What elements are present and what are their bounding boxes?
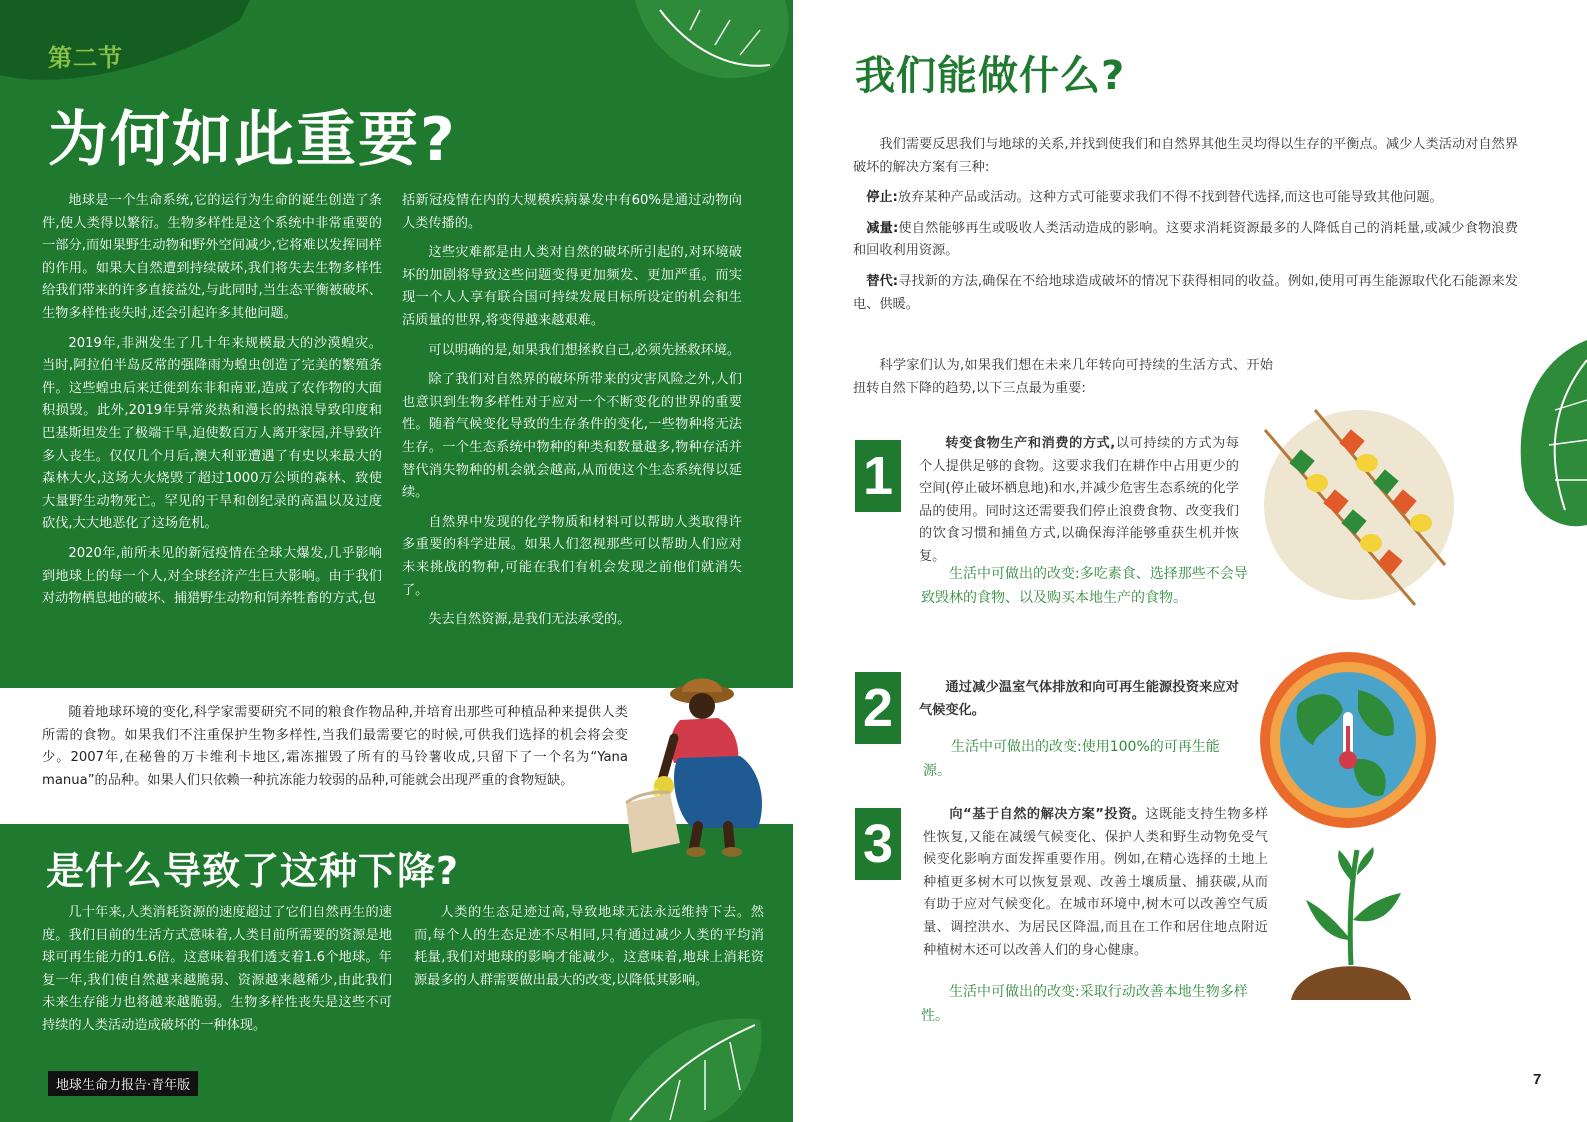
page-number: 7 <box>1533 1071 1542 1088</box>
option-label: 替代: <box>866 273 899 289</box>
text-column-1 <box>42 190 382 618</box>
paragraph: 2020年,前所未见的新冠疫情在全球大爆发,几乎影响到地球上的每一个人,对全球经济产生巨大影响。由于我们对动物栖息地的破坏、捕猎野生动物和饲养牲畜的方式,包 <box>42 545 382 607</box>
option-text: 寻找新的方法,确保在不给地球造成破坏的情况下获得相同的收益。例如,使用可再生能源取代化石能源来发电、供暖。 <box>853 273 1518 312</box>
paragraph: 2019年,非洲发生了几十年来规模最大的沙漠蝗灾。当时,阿拉伯半岛反常的强降雨为蝗虫创造了完美的繁殖条件。这些蝗虫后来迁徙到东非和南亚,造成了农作物的大面积损毁。此外,2019年异常炎热和漫长的热浪导致印度和巴基斯坦发生了极端干旱,迫使数百万人离开家园,并导致许多人丧生。仅仅几个月后,澳大利亚遭遇了有史以来最大的森林大火,这场大火烧毁了超过1000万公顷的森林、致使大量野生动物死亡。罕见的干旱和创纪录的高温以及过度砍伐,大大地恶化了这场危机。 <box>42 335 382 532</box>
option-stop <box>853 187 1518 210</box>
step-1-tip <box>921 562 1251 610</box>
step-2-text <box>919 677 1239 722</box>
tip-text: 生活中可做出的改变:多吃素食、选择那些不会导致毁林的食物、以及购买本地生产的食物。 <box>921 566 1248 606</box>
paragraph: 随着地球环境的变化,科学家需要研究不同的粮食作物品种,并培育出那些可种植品种来提供人类所需的食物。如果我们不注重保护生物多样性,当我们最需要它的时候,可供我们选择的机会将会变少。2007年,在秘鲁的万卡维利卡地区,霜冻摧毁了所有的马铃薯收成,只留下了一个名为“Yana manua”的品种。如果人们只依赖一种抗冻能力较弱的品种,可能就会出现严重的食物短缺。 <box>42 705 628 788</box>
leaf-bottom-right <box>590 1010 770 1122</box>
paragraph: 括新冠疫情在内的大规模疾病暴发中有60%是通过动物向人类传播的。 <box>402 193 742 231</box>
option-label: 停止: <box>866 190 898 206</box>
farmer-illustration <box>618 668 778 863</box>
step-3-text <box>923 804 1268 962</box>
band-text <box>42 702 628 792</box>
paragraph: 地球是一个生命系统,它的运行为生命的诞生创造了条件,使人类得以繁衍。生物多样性是这个系统中非常重要的一部分,而如果野生动物和野外空间减少,它将难以发挥同样的作用。如果大自然遭到持续破坏,我们将失去生物多样性给我们带来的许多直接益处,与此同时,当生态平衡被破坏、生物多样性丧失时,还会引起许多其他问题。 <box>42 193 382 321</box>
leaf-corner-topleft <box>0 0 260 90</box>
step-heading: 向“基于自然的解决方案”投资。 <box>949 807 1146 822</box>
option-label: 减量: <box>866 220 899 236</box>
step-number-1: 1 <box>855 440 901 512</box>
step-2-tip <box>923 735 1243 783</box>
option-text: 放弃某种产品或活动。这种方式可能要求我们不得不找到替代选择,而这也可能导致其他问题。 <box>897 190 1443 206</box>
text-column-4 <box>414 902 764 999</box>
tip-text: 生活中可做出的改变:使用100%的可再生能源。 <box>923 739 1220 779</box>
step-number-3: 3 <box>855 808 901 880</box>
option-text: 使自然能够再生或吸收人类活动造成的影响。这要求消耗资源最多的人降低自己的消耗量,或减少食物浪费和回收利用资源。 <box>853 220 1518 259</box>
paragraph: 可以明确的是,如果我们想拯救自己,必须先拯救环境。 <box>428 342 741 358</box>
step-3-tip <box>921 980 1266 1028</box>
text-column-3 <box>42 902 392 1045</box>
page-title: 我们能做什么? <box>855 53 1126 99</box>
step-body: 以可持续的方式为每个人提供足够的食物。这要求我们在耕作中占用更少的空间(停止破坏栖息地)和水,并减少危害生态系统的化学品的使用。同时这还需要我们停止浪费食物、改变我们的饮食习惯和捕鱼方式,以确保海洋能够重获生机并恢复。 <box>919 436 1239 564</box>
section-label: 第二节 <box>48 44 123 72</box>
intro-text <box>853 134 1518 324</box>
left-page <box>0 0 793 1122</box>
step-heading: 转变食物生产和消费的方式, <box>945 436 1116 451</box>
report-footer-tag: 地球生命力报告·青年版 <box>48 1071 198 1096</box>
paragraph <box>923 804 1268 962</box>
science-text <box>853 355 1273 400</box>
step-body: 这既能支持生物多样性恢复,又能在减缓气候变化、保护人类和野生动物免受气候变化影响方面发挥重要作用。例如,在精心选择的土地上种植更多树木可以恢复景观、改善土壤质量、捕获碳,从而有助于应对气候变化。在城市环境中,树木可以改善空气质量、调控洪水、为居民区降温,而且在工作和居住地点附近种植树木还可以改善人们的身心健康。 <box>923 807 1268 958</box>
leaf-right-edge <box>1505 340 1587 530</box>
paragraph <box>919 677 1239 722</box>
step-1-text <box>919 433 1239 569</box>
step-heading: 通过减少温室气体排放和向可再生能源投资来应对气候变化。 <box>919 680 1239 718</box>
paragraph: 除了我们对自然界的破坏所带来的灾害风险之外,人们也意识到生物多样性对于应对一个不断变化的世界的重要性。随着气候变化导致的生存条件的变化,一些物种将无法生存。一个生态系统中物种的种类和数量越多,物种存活并替代消失物种的机会就会越高,从而使这个生态系统得以延续。 <box>402 372 742 501</box>
paragraph: 几十年来,人类消耗资源的速度超过了它们自然再生的速度。我们目前的生活方式意味着,人类目前所需要的资源是地球可再生能力的1.6倍。这意味着我们透支着1.6个地球。年复一年,我们使自然越来越脆弱、资源越来越稀少,由此我们未来生存能力也将越来越脆弱。生物多样性丧失是这些不可持续的人类活动造成破坏的一种体现。 <box>42 905 392 1033</box>
tip-text: 生活中可做出的改变:采取行动改善本地生物多样性。 <box>921 984 1248 1024</box>
paragraph: 人类的生态足迹过高,导致地球无法永远维持下去。然而,每个人的生态足迹不尽相同,只有通过减少人类的平均消耗量,我们对地球的影响才能减少。这意味着,地球上消耗资源最多的人群需要做出最大的改变,以降低其影响。 <box>414 905 764 988</box>
right-page <box>793 0 1587 1122</box>
paragraph: 科学家们认为,如果我们想在未来几年转向可持续的生活方式、开始扭转自然下降的趋势,以下三点最为重要: <box>853 358 1273 396</box>
text-column-2 <box>402 190 742 639</box>
paragraph: 失去自然资源,是我们无法承受的。 <box>428 612 631 628</box>
page-title: 为何如此重要? <box>48 105 457 175</box>
paragraph <box>919 433 1239 569</box>
step-number-2: 2 <box>855 672 901 744</box>
paragraph: 自然界中发现的化学物质和材料可以帮助人类取得许多重要的科学进展。如果人们忽视那些可以帮助人们应对未来挑战的物种,可能在我们有机会发现之前他们就消失了。 <box>402 514 742 598</box>
paragraph: 这些灾难都是由人类对自然的破坏所引起的,对环境破坏的加剧将导致这些问题变得更加频发、更加严重。而实现一个人人享有联合国可持续发展目标所设定的机会和生活质量的世界,将变得越来越艰难。 <box>402 245 742 328</box>
sprout-illustration <box>1291 845 1411 1005</box>
earth-thermometer-illustration <box>1258 650 1438 830</box>
option-reduce <box>853 218 1518 263</box>
option-replace <box>853 271 1518 316</box>
leaf-top-right <box>620 0 793 100</box>
section-subtitle: 是什么导致了这种下降? <box>46 849 460 893</box>
paragraph: 我们需要反思我们与地球的关系,并找到使我们和自然界其他生灵均得以生存的平衡点。减少人类活动对自然界破坏的解决方案有三种: <box>853 137 1518 175</box>
kebab-plate-illustration <box>1255 405 1455 615</box>
